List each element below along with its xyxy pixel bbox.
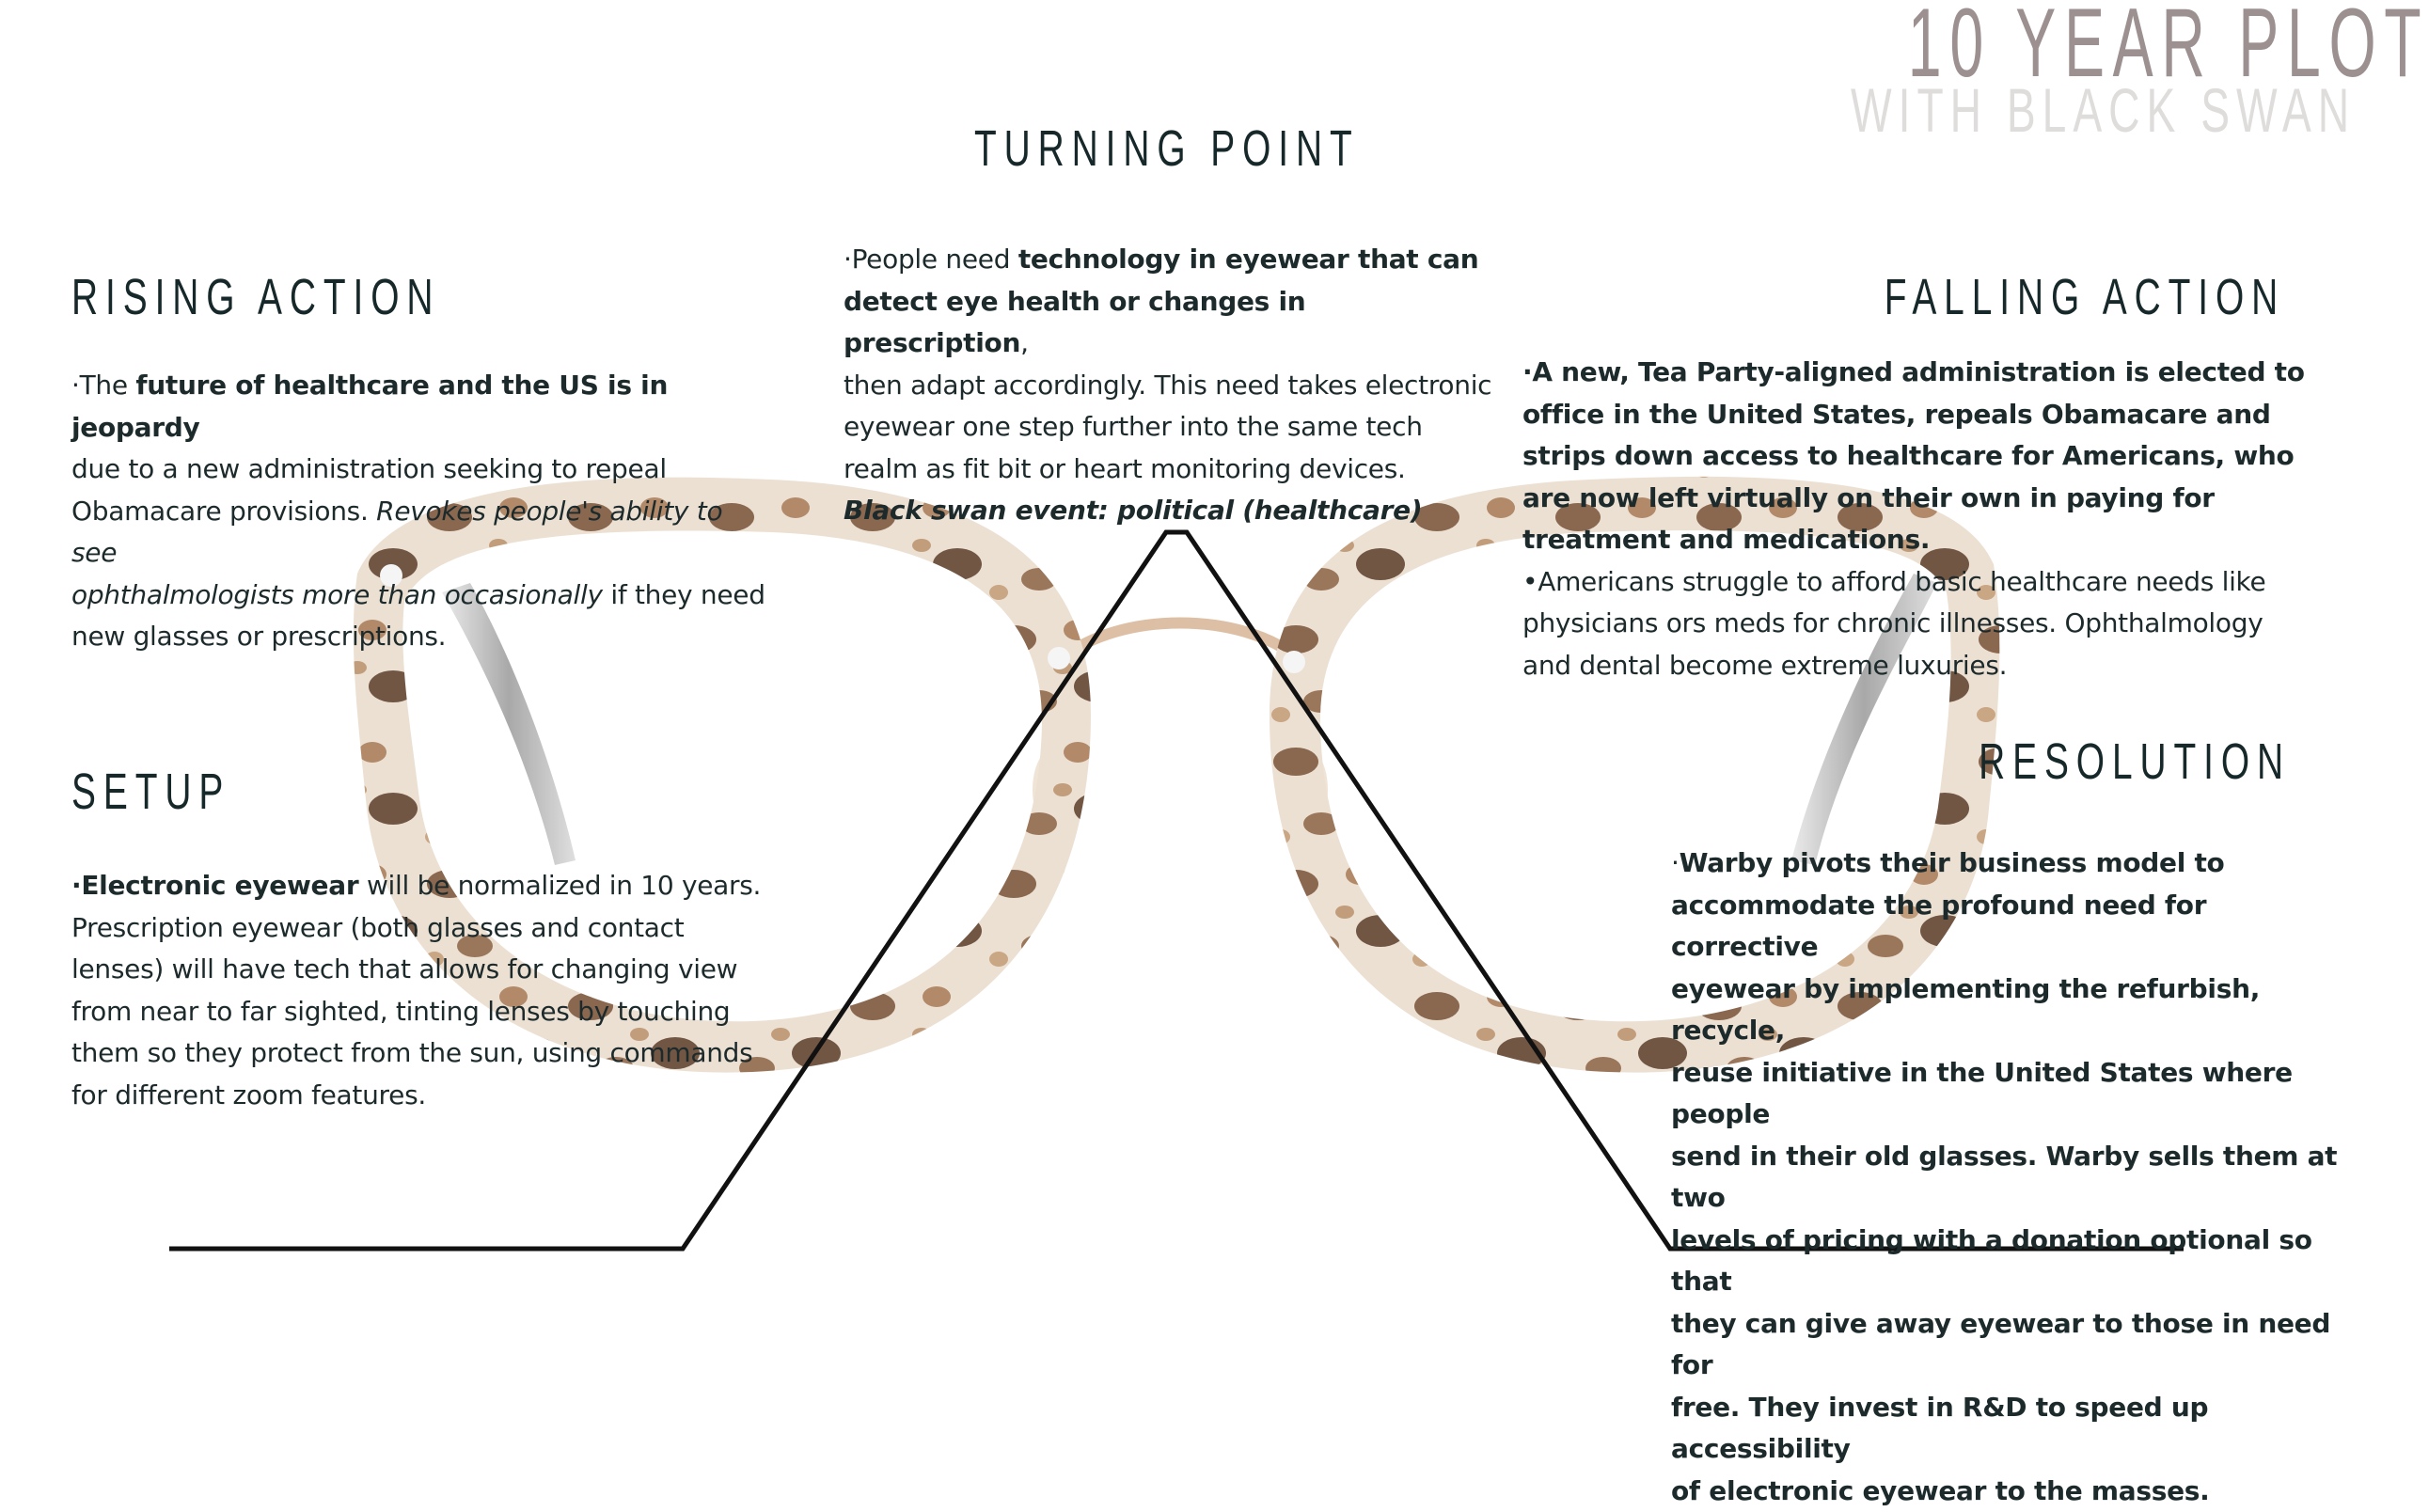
text-span: Obamacare provisions. xyxy=(71,496,376,527)
setup-heading: SETUP xyxy=(71,764,230,820)
text-line: Prescription eyewear (both glasses and contact xyxy=(71,907,767,950)
text-span-bold: are now left virtually on their own in paying for xyxy=(1522,482,2215,513)
text-line xyxy=(1671,1052,2348,1136)
text-span-bold: ·A new, Tea Party-aligned administration is elected to xyxy=(1522,356,2305,387)
text-line xyxy=(844,281,1492,365)
text-span-bold: reuse initiative in the United States where people xyxy=(1671,1057,2293,1130)
rising-action-heading: RISING ACTION xyxy=(71,269,440,325)
text-line xyxy=(1522,394,2312,436)
text-line xyxy=(1522,478,2312,520)
text-span-bold: treatment and medications. xyxy=(1522,524,1930,555)
text-span-bold: ·Electronic eyewear xyxy=(71,870,358,901)
text-span: , xyxy=(1020,327,1029,358)
page-subtitle: WITH BLACK SWAN xyxy=(1851,79,2351,141)
text-line xyxy=(844,239,1492,281)
text-span-bold: of electronic eyewear to the masses. xyxy=(1671,1475,2210,1506)
text-line xyxy=(1671,885,2348,969)
text-span: ·People need xyxy=(844,244,1018,275)
resolution-heading: RESOLUTION xyxy=(1979,733,2291,790)
setup-text xyxy=(71,865,767,1116)
text-span: if they need xyxy=(603,579,765,610)
text-line xyxy=(1671,1387,2348,1471)
turning-point-heading: TURNING POINT xyxy=(974,120,1360,177)
text-line: •Americans struggle to afford basic healthcare needs like xyxy=(1522,561,2312,604)
text-span-bold: send in their old glasses. Warby sells them at two xyxy=(1671,1141,2337,1214)
text-line: realm as fit bit or heart monitoring devices. xyxy=(844,449,1492,491)
text-line xyxy=(71,365,767,449)
text-line xyxy=(1522,435,2312,478)
text-span: ·The xyxy=(71,370,135,401)
text-span-bold: they can give away eyewear to those in need for xyxy=(1671,1308,2330,1381)
text-line xyxy=(71,865,767,907)
page-title: 10 YEAR PLOT xyxy=(1908,0,2351,92)
text-line xyxy=(71,575,767,617)
text-line: due to a new administration seeking to repeal xyxy=(71,449,767,491)
text-line: them so they protect from the sun, using commands xyxy=(71,1032,767,1075)
text-span: will be normalized in 10 years. xyxy=(358,870,761,901)
text-span-bold: technology in eyewear that can xyxy=(1018,244,1479,275)
text-span-bold: free. They invest in R&D to speed up accessibility xyxy=(1671,1392,2208,1465)
black-swan-event: Black swan event: political (healthcare) xyxy=(844,495,1422,526)
text-span-bold: levels of pricing with a donation optional so that xyxy=(1671,1224,2312,1298)
text-line: lenses) will have tech that allows for changing view xyxy=(71,949,767,991)
falling-action-heading: FALLING ACTION xyxy=(1885,269,2285,325)
text-span: · xyxy=(1671,847,1680,878)
text-line: eyewear one step further into the same tech xyxy=(844,406,1492,449)
text-span-italic: Revokes people's ability to see xyxy=(71,496,722,569)
left-rivet-inner xyxy=(1048,647,1070,669)
text-span-italic: ophthalmologists more than occasionally xyxy=(71,579,603,610)
resolution-text xyxy=(1671,843,2348,1512)
text-span-bold: office in the United States, repeals Obamacare and xyxy=(1522,399,2271,430)
rising-action-text xyxy=(71,365,767,658)
text-line: then adapt accordingly. This need takes electronic xyxy=(844,365,1492,407)
text-span-bold: future of healthcare and the US is in jeopardy xyxy=(71,370,668,443)
text-line xyxy=(1522,352,2312,394)
text-span-bold: detect eye health or changes in prescription xyxy=(844,286,1305,359)
turning-point-text xyxy=(844,239,1492,532)
text-line xyxy=(1671,1471,2348,1512)
text-line: new glasses or prescriptions. xyxy=(71,616,767,658)
text-line xyxy=(71,491,767,575)
text-line xyxy=(1671,969,2348,1052)
text-line: physicians ors meds for chronic illnesses. Ophthalmology xyxy=(1522,603,2312,645)
text-span-bold: accommodate the profound need for corrective xyxy=(1671,890,2206,963)
text-span-bold: eyewear by implementing the refurbish, recycle, xyxy=(1671,973,2260,1047)
text-line: and dental become extreme luxuries. xyxy=(1522,645,2312,687)
text-span-bold: strips down access to healthcare for Americans, who xyxy=(1522,440,2294,471)
text-line xyxy=(1671,843,2348,885)
text-line: from near to far sighted, tinting lenses by touching xyxy=(71,991,767,1033)
falling-action-text xyxy=(1522,352,2312,686)
right-rivet-inner xyxy=(1283,651,1305,673)
text-line: for different zoom features. xyxy=(71,1075,767,1117)
text-span-bold: Warby pivots their business model to xyxy=(1680,847,2225,878)
text-line xyxy=(1671,1303,2348,1387)
text-line xyxy=(1671,1220,2348,1303)
text-line xyxy=(1671,1136,2348,1220)
text-line xyxy=(844,490,1492,532)
text-line xyxy=(1522,519,2312,561)
